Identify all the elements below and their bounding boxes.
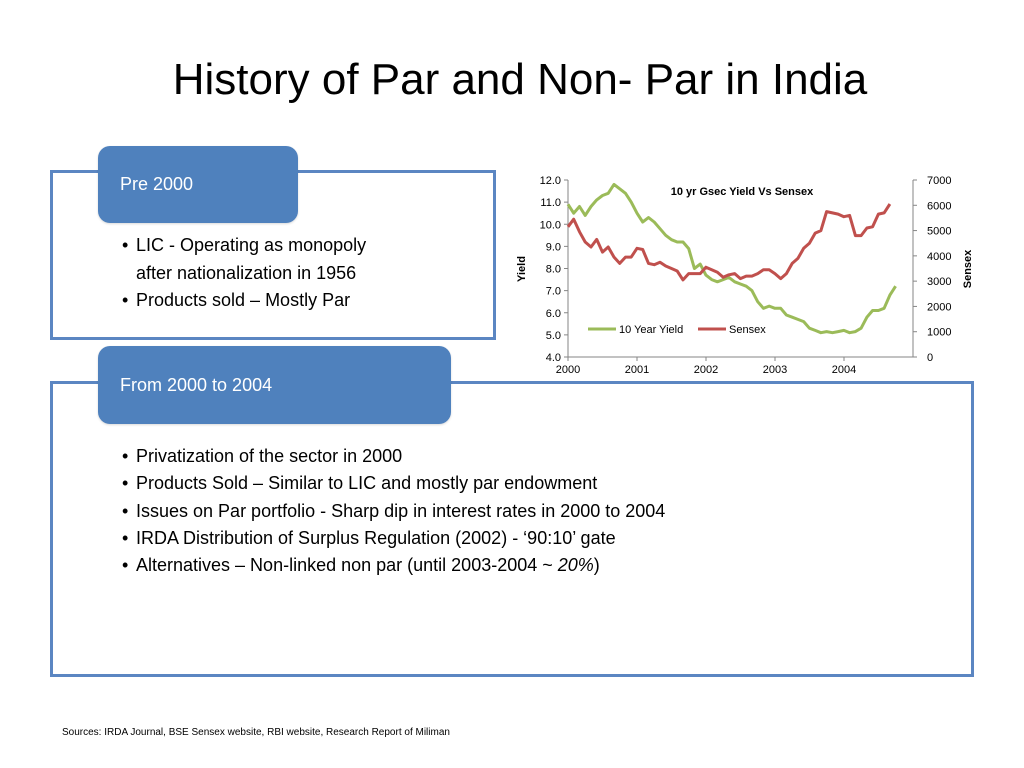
y-tick-label: 12.0 [539, 175, 561, 187]
y-tick-label: 10.0 [539, 219, 561, 232]
bullet-text: Products sold – Mostly Par [136, 290, 351, 310]
series-line-sensex [568, 204, 890, 280]
legend-label: Sensex [729, 324, 766, 336]
y2-tick-label: 6000 [927, 200, 952, 213]
y-tick-label: 5.0 [545, 329, 561, 342]
y-tick-label: 11.0 [540, 197, 561, 210]
y2-tick-label: 0 [927, 352, 934, 364]
y-tick-label: 4.0 [545, 352, 561, 364]
y2-tick-label: 4000 [927, 250, 952, 263]
x-tick-label: 2004 [831, 364, 857, 376]
x-tick-label: 2002 [693, 364, 719, 376]
y2-tick-label: 5000 [927, 225, 952, 238]
pre-2000-tab-label: Pre 2000 [120, 174, 194, 194]
legend-label: 10 Year Yield [619, 324, 684, 336]
bullet-alternatives: • Alternatives – Non-linked non par (until 2003-2004 ~ 20%) [122, 555, 600, 576]
bullet-emphasis: 20% [557, 555, 594, 576]
pre-2000-tab [98, 146, 298, 223]
2000-to-2004-tab [98, 346, 451, 424]
y2-tick-label: 7000 [927, 175, 952, 187]
x-tick-label: 2001 [624, 364, 650, 376]
bullet-text-continued: after nationalization in 1956 [136, 262, 357, 283]
y-tick-label: 9.0 [545, 241, 561, 254]
y-axis-label: Yield [516, 256, 528, 282]
pre-2000-bullet-list [122, 232, 366, 315]
bullet-privatization: • Privatization of the sector in 2000 [122, 446, 403, 466]
bullet-text: Issues on Par portfolio - Sharp dip in interest rates in 2000 to 2004 [136, 500, 666, 521]
bullet-text: Alternatives – Non-linked non par (until 2003-2004 ~ [136, 555, 558, 576]
x-tick-label: 2000 [555, 364, 581, 376]
bullet-text: LIC - Operating as monopoly [136, 235, 367, 255]
2000-to-2004-bullet-list [122, 443, 665, 579]
2000-to-2004-tab-label: From 2000 to 2004 [120, 374, 273, 395]
bullet-text: Privatization of the sector in 2000 [136, 446, 403, 466]
slide-title: History of Par and Non- Par in India [172, 55, 868, 104]
y-tick-label: 6.0 [545, 307, 561, 320]
y2-tick-label: 3000 [927, 276, 952, 289]
bullet-products-sold-similar: • Products Sold – Similar to LIC and mostly par endowment [122, 473, 598, 494]
bullet-text: IRDA Distribution of Surplus Regulation (2002) - ‘90:10’ gate [136, 527, 616, 548]
bullet-par-portfolio-issues: • Issues on Par portfolio - Sharp dip in interest rates in 2000 to 2004 [122, 500, 666, 521]
y2-tick-label: 1000 [927, 326, 952, 339]
bullet-text: Products Sold – Similar to LIC and mostly par endowment [136, 473, 598, 494]
x-tick-label: 2003 [762, 364, 788, 376]
bullet-lic-monopoly: • LIC - Operating as monopoly after nationalization in 1956 [122, 235, 367, 283]
y-tick-label: 7.0 [545, 285, 561, 298]
yield-vs-sensex-chart [508, 168, 978, 388]
bullet-products-sold: • Products sold – Mostly Par [122, 290, 351, 310]
bullet-irda-regulation: • IRDA Distribution of Surplus Regulation (2002) - ‘90:10’ gate [122, 527, 616, 548]
y2-tick-label: 2000 [927, 301, 952, 314]
chart-title: 10 yr Gsec Yield Vs Sensex [670, 186, 814, 198]
y-tick-label: 8.0 [545, 263, 561, 276]
y2-axis-label: Sensex [962, 249, 974, 289]
sources-note: Sources: IRDA Journal, BSE Sensex website, RBI website, Research Report of Miliman [62, 727, 450, 738]
bullet-text-suffix: ) [593, 555, 600, 576]
